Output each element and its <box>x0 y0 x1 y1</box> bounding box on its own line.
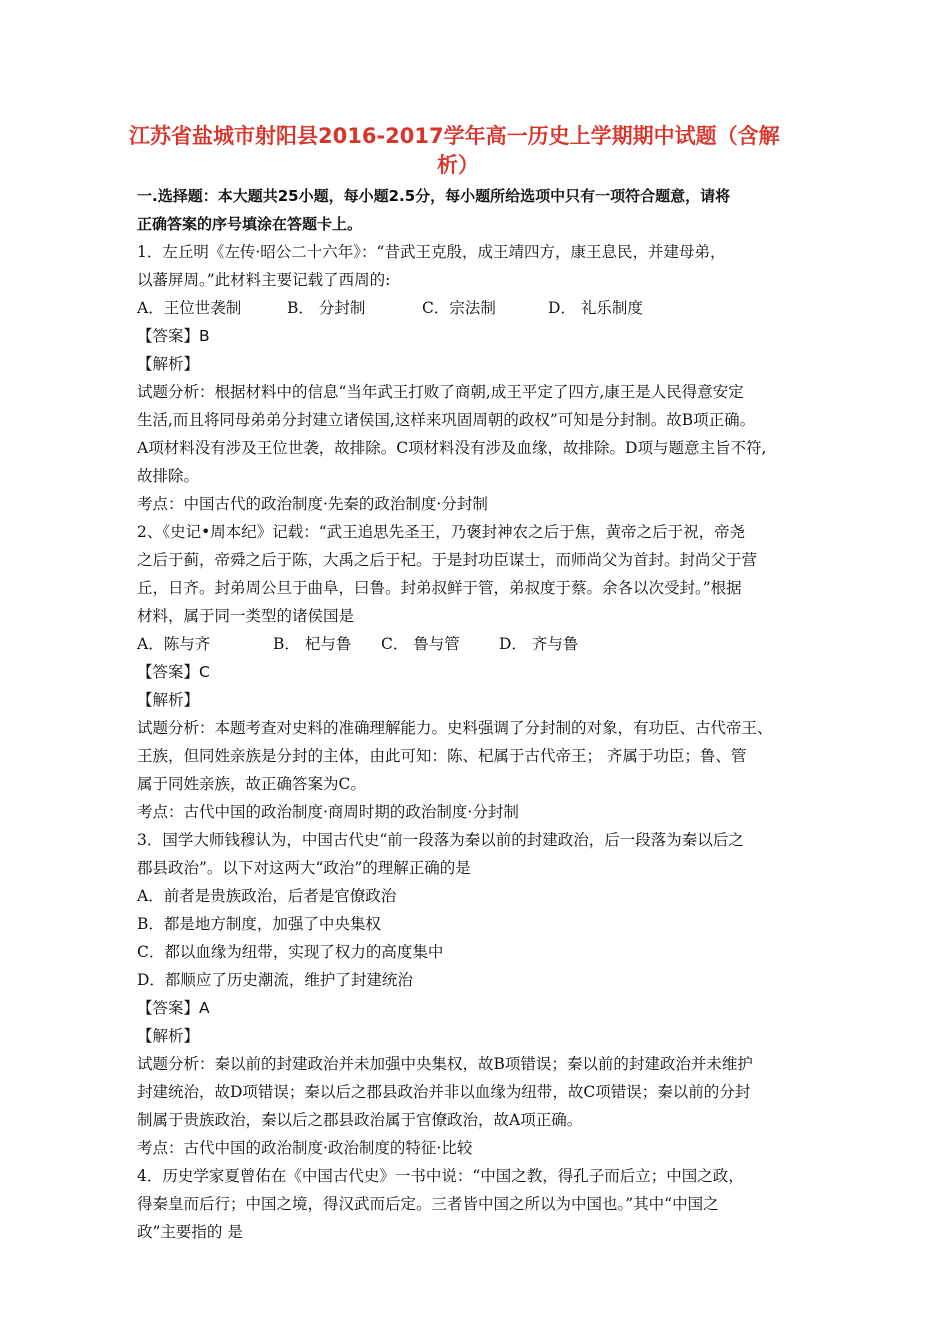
q3-option-c: C．都以血缘为纽带，实现了权力的高度集中 <box>137 943 444 961</box>
q2-option-d: D． 齐与鲁 <box>499 635 579 653</box>
q1-analysis-label: 【解析】 <box>137 355 200 373</box>
q1-option-a: A．王位世袭制 <box>137 299 242 317</box>
q3-option-b: B．都是地方制度，加强了中央集权 <box>137 915 381 933</box>
q1-options <box>137 294 819 322</box>
q3-answer: 【答案】A <box>137 999 210 1017</box>
q1-stem-1: 1．左丘明《左传·昭公二十六年》：“昔武王克殷，成王靖四方，康王息民，并建母弟， <box>137 243 726 261</box>
q1-point: 考点：中国古代的政治制度·先秦的政治制度·分封制 <box>137 495 488 513</box>
section-line-2: 正确答案的序号填涂在答题卡上。 <box>137 215 363 233</box>
q2-option-a: A．陈与齐 <box>137 635 211 653</box>
q2-answer: 【答案】C <box>137 663 210 681</box>
q1-stem-2: 以蕃屏周。”此材料主要记载了西周的: <box>137 271 391 289</box>
q3-analysis-2: 封建统治，故D项错误；秦以后之郡县政治并非以血缘为纽带，故C项错误；秦以前的分封 <box>137 1083 751 1101</box>
q3-analysis-1: 试题分析：秦以前的封建政治并未加强中央集权，故B项错误；秦以前的封建政治并未维护 <box>137 1055 753 1073</box>
q3-point: 考点：古代中国的政治制度·政治制度的特征·比较 <box>137 1139 473 1157</box>
q1-answer: 【答案】B <box>137 327 210 345</box>
q4-stem-3: 政”主要指的 是 <box>137 1223 243 1241</box>
q2-option-b: B． 杞与鲁 <box>273 635 352 653</box>
q1-analysis-1: 试题分析：根据材料中的信息“当年武王打败了商朝,成王平定了四方,康王是人民得意安定 <box>137 383 744 401</box>
q2-options <box>137 630 819 658</box>
title-line-2: 析） <box>437 153 479 177</box>
question-3 <box>137 826 819 1162</box>
q3-option-a: A．前者是贵族政治，后者是官僚政治 <box>137 887 397 905</box>
q1-analysis-4: 故排除。 <box>137 467 200 485</box>
q3-stem-1: 3．国学大师钱穆认为，中国古代史“前一段落为秦以前的封建政治，后一段落为秦以后之 <box>137 831 744 849</box>
title-line-1: 江苏省盐城市射阳县2016-2017学年高一历史上学期期中试题（含解 <box>129 124 780 148</box>
section-heading <box>137 182 819 238</box>
q1-option-c: C．宗法制 <box>422 299 496 317</box>
q1-option-d: D． 礼乐制度 <box>548 299 643 317</box>
q3-option-d: D．都顺应了历史潮流，维护了封建统治 <box>137 971 413 989</box>
q1-option-b: B． 分封制 <box>287 299 366 317</box>
section-line-1: 一.选择题：本大题共25小题，每小题2.5分，每小题所给选项中只有一项符合题意，请将 <box>137 187 731 205</box>
document-title <box>129 122 825 180</box>
q2-analysis-label: 【解析】 <box>137 691 200 709</box>
q4-stem-2: 得秦皇而后行；中国之境，得汉武而后定。三者皆中国之所以为中国也。”其中“中国之 <box>137 1195 719 1213</box>
q1-analysis-2: 生活,而且将同母弟弟分封建立诸侯国,这样来巩固周朝的政权”可知是分封制。故B项正确。 <box>137 411 756 429</box>
q2-option-c: C． 鲁与管 <box>381 635 460 653</box>
q3-analysis-label: 【解析】 <box>137 1027 200 1045</box>
question-4 <box>137 1162 819 1246</box>
q2-stem-3: 丘，日齐。封弟周公旦于曲阜，曰鲁。封弟叔鲜于管，弟叔度于蔡。余各以次受封。”根据 <box>137 579 742 597</box>
q2-stem-1: 2、《史记•周本纪》记载：“武王追思先圣王，乃褒封神农之后于焦，黄帝之后于祝，帝尧 <box>137 523 746 541</box>
q2-analysis-3: 属于同姓亲族，故正确答案为C。 <box>137 775 366 793</box>
question-1 <box>137 238 819 518</box>
q3-analysis-3: 制属于贵族政治，秦以后之郡县政治属于官僚政治，故A项正确。 <box>137 1111 583 1129</box>
q4-stem-1: 4．历史学家夏曾佑在《中国古代史》一书中说：“中国之教，得孔子而后立；中国之政， <box>137 1167 744 1185</box>
q2-analysis-1: 试题分析：本题考查对史料的准确理解能力。史料强调了分封制的对象，有功臣、古代帝王、 <box>137 719 773 737</box>
q2-analysis-2: 王族，但同姓亲族是分封的主体，由此可知：陈、杞属于古代帝王； 齐属于功臣；鲁、管 <box>137 747 747 765</box>
q3-stem-2: 郡县政治”。以下对这两大“政治”的理解正确的是 <box>137 859 471 877</box>
q2-stem-4: 材料，属于同一类型的诸侯国是 <box>137 607 355 625</box>
q2-stem-2: 之后于蓟，帝舜之后于陈，大禹之后于杞。于是封功臣谋士，而师尚父为首封。封尚父于营 <box>137 551 758 569</box>
q1-analysis-3: A项材料没有涉及王位世袭，故排除。C项材料没有涉及血缘，故排除。D项与题意主旨不符, <box>137 439 767 457</box>
question-2 <box>137 518 819 826</box>
q2-point: 考点：古代中国的政治制度·商周时期的政治制度·分封制 <box>137 803 519 821</box>
document-page <box>129 122 819 1246</box>
